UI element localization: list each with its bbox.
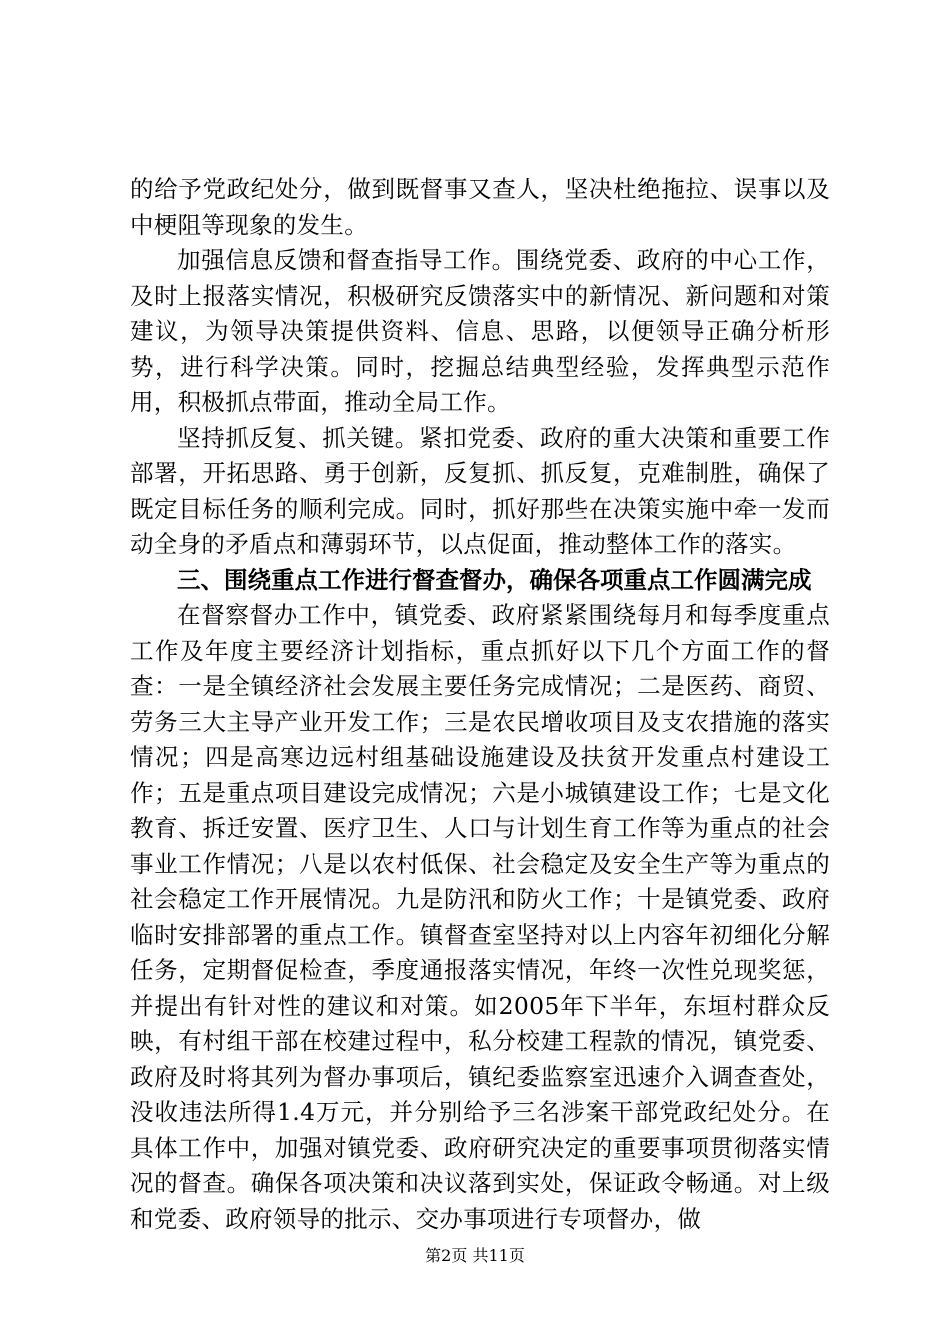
page-number: 第2页 (425, 1246, 468, 1265)
page-total: 共11页 (472, 1246, 525, 1265)
paragraph-key-points: 坚持抓反复、抓关键。紧扣党委、政府的重大决策和重要工作部署，开拓思路、勇于创新，反复抓、抓反复，克难制胜，确保了既定目标任务的顺利完成。同时，抓好那些在决策实施中牵一发而动全身的矛盾点和薄弱环节，以点促面，推动整体工作的落实。 (130, 423, 830, 558)
page-footer (0, 1246, 950, 1266)
document-body (130, 172, 830, 1237)
paragraph-supervision: 在督察督办工作中，镇党委、政府紧紧围绕每月和每季度重点工作及年度主要经济计划指标，重点抓好以下几个方面工作的督查：一是全镇经济社会发展主要任务完成情况；二是医药、商贸、劳务三大主导产业开发工作；三是农民增收项目及支农措施的落实情况；四是高寒边远村组基础设施建设及扶贫开发重点村建设工作；五是重点项目建设完成情况；六是小城镇建设工作；七是文化教育、拆迁安置、医疗卫生、人口与计划生育工作等为重点的社会事业工作情况；八是以农村低保、社会稳定及安全生产等为重点的社会稳定工作开展情况。九是防汛和防火工作；十是镇党委、政府临时安排部署的重点工作。镇督查室坚持对以上内容年初细化分解任务，定期督促检查，季度通报落实情况，年终一次性兑现奖惩，并提出有针对性的建议和对策。如2005年下半年，东垣村群众反映，有村组干部在校建过程中，私分校建工程款的情况，镇党委、政府及时将其列为督办事项后，镇纪委监察室迅速介入调查查处，没收违法所得1.4万元，并分别给予三名涉案干部党政纪处分。在具体工作中，加强对镇党委、政府研究决定的重要事项贯彻落实情况的督查。确保各项决策和决议落到实处，保证政令畅通。对上级和党委、政府领导的批示、交办事项进行专项督办，做 (130, 601, 830, 1233)
paragraph-feedback: 加强信息反馈和督查指导工作。围绕党委、政府的中心工作，及时上报落实情况，积极研究反馈落实中的新情况、新问题和对策建议，为领导决策提供资料、信息、思路，以便领导正确分析形势，进行科学决策。同时，挖掘总结典型经验，发挥典型示范作用，积极抓点带面，推动全局工作。 (130, 246, 830, 416)
section-heading: 三、围绕重点工作进行督查督办，确保各项重点工作圆满完成 (177, 565, 812, 594)
paragraph-continued: 的给予党政纪处分，做到既督事又查人，坚决杜绝拖拉、误事以及中梗阻等现象的发生。 (130, 175, 830, 239)
